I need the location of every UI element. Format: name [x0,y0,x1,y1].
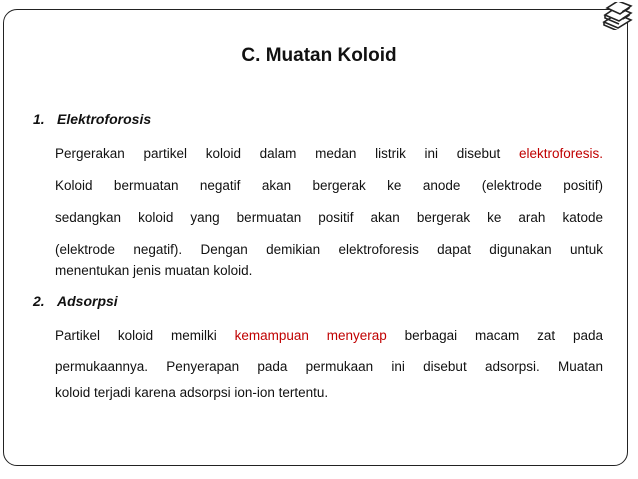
text: menentukan jenis muatan koloid. [55,263,253,278]
paragraph-line [55,327,603,344]
highlight-text: kemampuan menyerap [234,328,387,343]
section-number: 1. [33,111,45,127]
text: Partikel koloid memilki [55,328,235,343]
section-heading-elektroforosis [33,111,151,127]
text: permukaannya. Penyerapan pada permukaan ini disebut adsorpsi. Muatan [55,359,603,374]
paragraph-line [55,384,603,401]
paragraph-line [55,209,603,226]
text: koloid terjadi karena adsorpsi ion-ion tertentu. [55,385,329,400]
book-stack-icon [600,2,634,30]
text: sedangkan koloid yang bermuatan positif akan bergerak ke arah katode [55,210,603,225]
section-heading-adsorpsi [33,293,118,309]
text: Koloid bermuatan negatif akan bergerak ke anode (elektrode positif) [55,178,603,193]
text: Pergerakan partikel koloid dalam medan listrik ini disebut [55,146,519,161]
section-title: Adsorpsi [57,293,118,309]
page-title: C. Muatan Koloid [241,45,397,66]
text: (elektrode negatif). Dengan demikian elektroforesis dapat digunakan untuk [55,242,603,257]
paragraph-line [55,241,603,258]
paragraph-line [55,262,603,279]
paragraph-line [55,145,603,162]
section-number: 2. [33,293,45,309]
section-title: Elektroforosis [57,111,152,127]
highlight-text: elektroforesis. [518,146,603,161]
text: berbagai macam zat pada [386,328,603,343]
paragraph-line [55,177,603,194]
paragraph-line [55,358,603,375]
